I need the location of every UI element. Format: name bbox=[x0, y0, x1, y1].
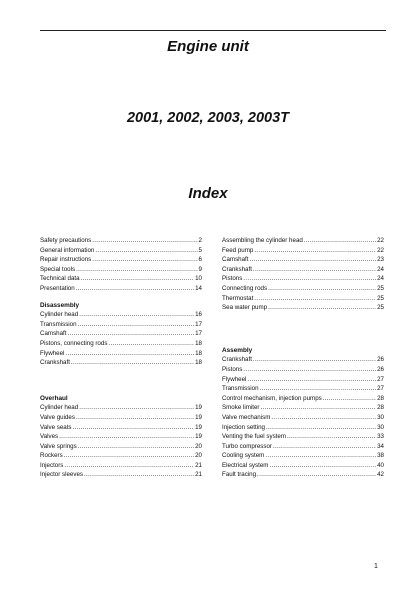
index-entry-page: 21 bbox=[195, 471, 202, 479]
dot-leader bbox=[287, 432, 376, 442]
index-entry-page: 22 bbox=[377, 246, 384, 254]
index-left-column bbox=[40, 236, 202, 480]
index-entry-page: 14 bbox=[195, 284, 202, 292]
index-entry-label: Technical data bbox=[40, 275, 80, 283]
document-title: Engine unit bbox=[167, 38, 249, 55]
dot-leader bbox=[260, 403, 376, 413]
index-entry[interactable] bbox=[40, 246, 202, 256]
index-entry-label: Flywheel bbox=[222, 375, 247, 383]
index-entry-page: 19 bbox=[195, 404, 202, 412]
dot-leader bbox=[243, 365, 376, 375]
index-entry[interactable] bbox=[222, 355, 384, 365]
index-entry-label: Assembling the cylinder head bbox=[222, 237, 303, 244]
index-entry-page: 30 bbox=[377, 413, 384, 421]
dot-leader bbox=[253, 355, 376, 365]
index-right-column bbox=[222, 236, 384, 480]
dot-leader bbox=[95, 246, 197, 256]
index-entry[interactable] bbox=[222, 255, 384, 265]
index-entry[interactable] bbox=[222, 423, 384, 433]
index-entry-page: 22 bbox=[377, 237, 384, 244]
index-entry-label: Valve mechanism bbox=[222, 413, 271, 421]
index-entry[interactable] bbox=[40, 470, 202, 480]
index-entry-page: 24 bbox=[377, 275, 384, 283]
index-entry-label: Fault tracing bbox=[222, 471, 257, 479]
index-entry[interactable] bbox=[222, 432, 384, 442]
dot-leader bbox=[76, 284, 194, 294]
index-entry[interactable] bbox=[40, 349, 202, 359]
index-entry-label: Venting the fuel system bbox=[222, 433, 286, 441]
index-entry-label: Injection setting bbox=[222, 423, 265, 431]
dot-leader bbox=[64, 461, 194, 471]
dot-leader bbox=[108, 339, 194, 349]
index-entry-page: 21 bbox=[195, 461, 202, 469]
index-entry-page: 18 bbox=[195, 359, 202, 367]
dot-leader bbox=[268, 303, 376, 313]
index-entry-label: Smoke limiter bbox=[222, 404, 260, 412]
index-entry[interactable] bbox=[40, 284, 202, 294]
index-entry-page: 20 bbox=[195, 442, 202, 450]
dot-leader bbox=[67, 329, 194, 339]
index-entry-page: 5 bbox=[198, 246, 202, 254]
index-entry-page: 9 bbox=[198, 265, 202, 273]
index-entry[interactable] bbox=[40, 310, 202, 320]
index-entry-page: 30 bbox=[377, 423, 384, 431]
index-entry[interactable] bbox=[40, 423, 202, 433]
index-heading: Index bbox=[188, 185, 228, 202]
index-entry[interactable] bbox=[222, 413, 384, 423]
dot-leader bbox=[78, 320, 195, 330]
index-entry-page: 26 bbox=[377, 365, 384, 373]
dot-leader bbox=[76, 265, 197, 275]
index-entry[interactable] bbox=[40, 432, 202, 442]
index-entry-label: Injectors bbox=[40, 461, 64, 469]
dot-leader bbox=[92, 255, 197, 265]
index-group-overhaul bbox=[40, 403, 202, 480]
index-entry[interactable] bbox=[222, 384, 384, 394]
dot-leader bbox=[73, 423, 195, 433]
index-entry[interactable] bbox=[222, 284, 384, 294]
index-entry[interactable] bbox=[222, 265, 384, 275]
index-entry-page: 25 bbox=[377, 304, 384, 312]
index-entry[interactable] bbox=[222, 461, 384, 471]
index-entry[interactable] bbox=[222, 394, 384, 404]
index-entry[interactable] bbox=[40, 358, 202, 368]
index-entry-page: 33 bbox=[377, 433, 384, 441]
dot-leader bbox=[260, 384, 377, 394]
dot-leader bbox=[254, 294, 376, 304]
dot-leader bbox=[269, 461, 376, 471]
index-entry-page: 17 bbox=[195, 320, 202, 328]
index-entry-page: 42 bbox=[377, 471, 384, 479]
index-group-assembly bbox=[222, 355, 384, 480]
index-group-disassembly bbox=[40, 310, 202, 368]
index-entry-label: Valve guides bbox=[40, 413, 75, 421]
index-entry[interactable] bbox=[222, 246, 384, 256]
index-entry-page: 25 bbox=[377, 284, 384, 292]
index-entry-page: 17 bbox=[195, 330, 202, 338]
index-entry-label: Cooling system bbox=[222, 452, 265, 460]
index-entry-label: Injector sleeves bbox=[40, 471, 83, 479]
index-entry-page: 27 bbox=[377, 375, 384, 383]
index-entry-label: Transmission bbox=[222, 385, 259, 393]
index-entry-page: 2 bbox=[198, 237, 202, 244]
index-entry-label: Turbo compressor bbox=[222, 442, 272, 450]
dot-leader bbox=[76, 413, 194, 423]
index-entry[interactable] bbox=[222, 442, 384, 452]
top-rule bbox=[40, 30, 386, 31]
index-entry-label: Safety precautions bbox=[40, 237, 92, 244]
index-entry-label: Camshaft bbox=[40, 330, 67, 338]
index-entry-page: 18 bbox=[195, 339, 202, 347]
index-entry-label: Pistons bbox=[222, 275, 243, 283]
dot-leader bbox=[79, 310, 194, 320]
index-entry[interactable] bbox=[40, 403, 202, 413]
section-title-assembly: Assembly bbox=[222, 346, 253, 354]
index-entry[interactable] bbox=[222, 375, 384, 385]
dot-leader bbox=[254, 246, 376, 256]
index-entry-label: Sea water pump bbox=[222, 304, 268, 312]
index-entry-page: 16 bbox=[195, 311, 202, 319]
index-entry-label: Transmission bbox=[40, 320, 77, 328]
index-entry-label: Cylinder head bbox=[40, 311, 79, 319]
index-entry-label: Thermostat bbox=[222, 294, 254, 302]
index-entry[interactable] bbox=[40, 274, 202, 284]
index-entry-label: Rockers bbox=[40, 452, 63, 460]
index-entry-label: Control mechanism, injection pumps bbox=[222, 394, 322, 402]
index-entry[interactable] bbox=[222, 365, 384, 375]
page-number: 1 bbox=[374, 563, 378, 570]
index-entry[interactable] bbox=[222, 274, 384, 284]
dot-leader bbox=[265, 451, 376, 461]
index-entry[interactable] bbox=[40, 236, 202, 246]
index-entry-page: 19 bbox=[195, 433, 202, 441]
index-entry-label: Crankshaft bbox=[222, 356, 252, 364]
section-title-disassembly: Disassembly bbox=[40, 301, 80, 309]
index-entry-page: 28 bbox=[377, 394, 384, 402]
index-entry-label: Cylinder head bbox=[40, 404, 79, 412]
dot-leader bbox=[271, 413, 376, 423]
dot-leader bbox=[65, 349, 194, 359]
index-entry-label: Valve springs bbox=[40, 442, 77, 450]
dot-leader bbox=[249, 255, 376, 265]
index-entry-label: Pistons, connecting rods bbox=[40, 339, 108, 347]
index-entry-page: 10 bbox=[195, 275, 202, 283]
index-entry-label: Electrical system bbox=[222, 461, 269, 469]
index-entry[interactable] bbox=[40, 265, 202, 275]
index-entry[interactable] bbox=[40, 413, 202, 423]
dot-leader bbox=[268, 284, 376, 294]
index-entry[interactable] bbox=[40, 255, 202, 265]
index-entry-label: Valve seats bbox=[40, 423, 72, 431]
index-entry-label: Crankshaft bbox=[40, 359, 70, 367]
index-entry[interactable] bbox=[222, 451, 384, 461]
dot-leader bbox=[79, 403, 194, 413]
index-entry[interactable] bbox=[40, 339, 202, 349]
dot-leader bbox=[243, 274, 376, 284]
index-entry[interactable] bbox=[222, 470, 384, 480]
index-entry-page: 23 bbox=[377, 256, 384, 264]
index-entry[interactable] bbox=[222, 294, 384, 304]
index-entry-page: 27 bbox=[377, 385, 384, 393]
index-entry[interactable] bbox=[40, 442, 202, 452]
dot-leader bbox=[273, 442, 376, 452]
section-title-overhaul: Overhaul bbox=[40, 394, 68, 402]
index-entry-page: 40 bbox=[377, 461, 384, 469]
dot-leader bbox=[59, 432, 194, 442]
index-entry[interactable] bbox=[222, 303, 384, 313]
dot-leader bbox=[247, 375, 376, 385]
dot-leader bbox=[71, 358, 194, 368]
index-entry-page: 26 bbox=[377, 356, 384, 364]
index-entry[interactable] bbox=[40, 451, 202, 461]
index-entry-page: 34 bbox=[377, 442, 384, 450]
index-entry-page: 6 bbox=[198, 256, 202, 264]
index-entry-label: Flywheel bbox=[40, 349, 65, 357]
index-entry-page: 25 bbox=[377, 294, 384, 302]
index-entry[interactable] bbox=[40, 320, 202, 330]
index-entry-label: General information bbox=[40, 246, 95, 254]
index-entry-page: 38 bbox=[377, 452, 384, 460]
index-entry[interactable] bbox=[222, 403, 384, 413]
index-entry-page: 24 bbox=[377, 265, 384, 273]
dot-leader bbox=[78, 442, 194, 452]
index-entry-label: Camshaft bbox=[222, 256, 249, 264]
index-entry-label: Valves bbox=[40, 433, 59, 441]
dot-leader bbox=[266, 423, 376, 433]
index-entry-page: 20 bbox=[195, 452, 202, 460]
dot-leader bbox=[84, 470, 194, 480]
dot-leader bbox=[304, 236, 376, 246]
index-group-general bbox=[40, 236, 202, 294]
index-entry-page: 18 bbox=[195, 349, 202, 357]
index-entry-page: 19 bbox=[195, 413, 202, 421]
dot-leader bbox=[81, 274, 195, 284]
index-entry-label: Connecting rods bbox=[222, 284, 268, 292]
index-entry-label: Feed pump bbox=[222, 246, 254, 254]
dot-leader bbox=[323, 394, 376, 404]
document-subtitle: 2001, 2002, 2003, 2003T bbox=[126, 110, 290, 126]
index-entry-page: 19 bbox=[195, 423, 202, 431]
index-entry[interactable] bbox=[222, 236, 384, 246]
index-entry-label: Repair instructions bbox=[40, 256, 92, 264]
index-entry-label: Crankshaft bbox=[222, 265, 252, 273]
dot-leader bbox=[92, 236, 197, 246]
index-entry-label: Presentation bbox=[40, 284, 75, 292]
dot-leader bbox=[64, 451, 194, 461]
index-group-assembling bbox=[222, 236, 384, 313]
index-entry-label: Special tools bbox=[40, 265, 76, 273]
index-entry-page: 28 bbox=[377, 404, 384, 412]
index-entry[interactable] bbox=[40, 461, 202, 471]
dot-leader bbox=[257, 470, 376, 480]
index-entry-label: Pistons bbox=[222, 365, 243, 373]
index-entry[interactable] bbox=[40, 329, 202, 339]
dot-leader bbox=[253, 265, 376, 275]
